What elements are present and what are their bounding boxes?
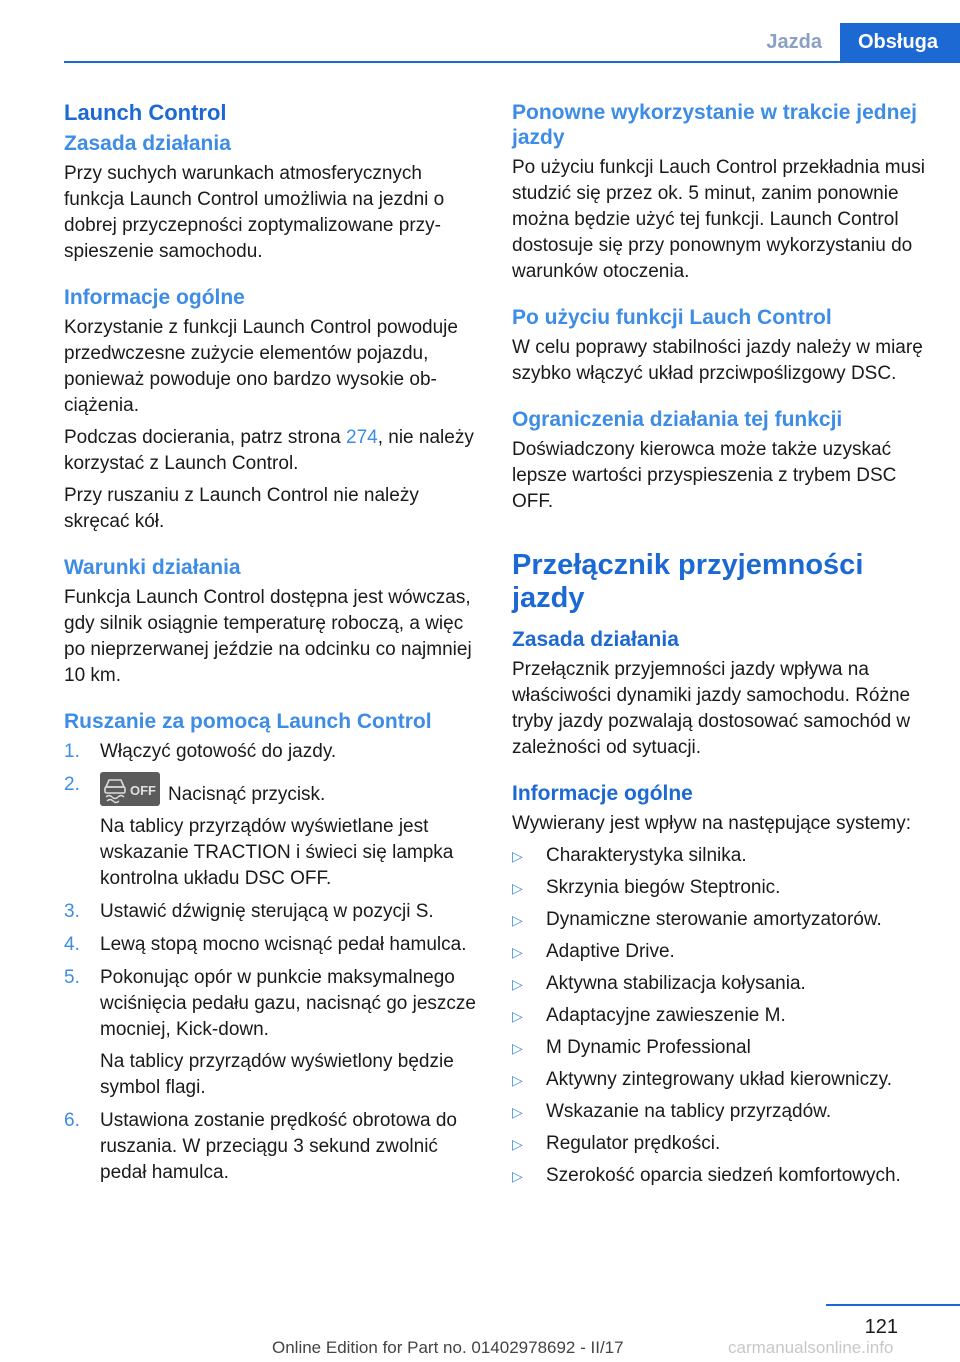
heading-ograniczenia: Ograniczenia działania tej funkcji xyxy=(512,408,843,431)
list-item: 6. Ustawiona zostanie prędkość obrotowa do ruszania. W przeciągu 3 sekund zwolnić pedał hamulca. xyxy=(64,1110,457,1183)
list-item: ▷ Charakterystyka silnika. xyxy=(512,843,932,869)
heading-informacje-ogolne-2: Informacje ogólne xyxy=(512,782,693,805)
bullet-triangle-icon: ▷ xyxy=(512,1168,523,1184)
heading-informacje-ogolne: Informacje ogólne xyxy=(64,286,245,309)
watermark: carmanualsonline.info xyxy=(728,1338,894,1357)
paragraph-informacje-1: Korzystanie z funkcji Launch Control powoduje przedwczesne zużycie elementów pojazdu, ponieważ powoduje ono bardzo wysokie obciążenia. xyxy=(64,317,458,416)
tab-obsluga[interactable]: Obsługa xyxy=(840,23,960,61)
bullet-triangle-icon: ▷ xyxy=(512,944,523,960)
heading-zasada-dzialania: Zasada działania xyxy=(64,132,231,155)
paragraph-ponowne: Po użyciu funkcji Lauch Control przekładnia musi studzić się przez ok. 5 minut, zanim ponownie można będzie użyć tej funkcji. Launch Control dostosuje się przy ponownym wykorzystaniu do warunków otoczenia. xyxy=(512,157,925,282)
paragraph-informacje-3: Przy ruszaniu z Launch Control nie należy skręcać kół. xyxy=(64,485,419,532)
heading-po-uzyciu: Po użyciu funkcji Lauch Control xyxy=(512,306,832,329)
list-item: ▷ Aktywny zintegrowany układ kierowniczy. xyxy=(512,1067,932,1093)
bullet-triangle-icon: ▷ xyxy=(512,1008,523,1024)
left-column xyxy=(64,100,482,1193)
list-item: ▷ Aktywna stabilizacja kołysania. xyxy=(512,971,932,997)
steps-list xyxy=(64,739,482,1186)
list-item: 4. Lewą stopą mocno wcisnąć pedał hamulca. xyxy=(64,934,467,955)
bullet-triangle-icon: ▷ xyxy=(512,848,523,864)
paragraph-ograniczenia: Doświadczony kierowca może także uzyskać lepsze wartości przyspieszenia z trybem DSC OFF. xyxy=(512,439,897,512)
page-number: 121 xyxy=(864,1316,898,1338)
bullet-triangle-icon: ▷ xyxy=(512,1072,523,1088)
paragraph-informacje-2: Podczas docierania, patrz strona 274, nie należy korzystać z Launch Control. xyxy=(64,427,474,474)
header-rule xyxy=(64,61,960,63)
list-item: ▷ M Dynamic Professional xyxy=(512,1035,932,1061)
list-item: ▷ Wskazanie na tablicy przyrządów. xyxy=(512,1099,932,1125)
svg-text:OFF: OFF xyxy=(130,783,156,798)
bullet-triangle-icon: ▷ xyxy=(512,1136,523,1152)
launch-control-title: Launch Control xyxy=(64,100,227,125)
bullet-triangle-icon: ▷ xyxy=(512,880,523,896)
bullet-triangle-icon: ▷ xyxy=(512,1040,523,1056)
list-item: 2. OFF Nacisnąć przycisk. Na tablicy przyrządów wyświetlane jest wskazanie TRACTION i świeci się lampka kontrolna układu DSC OFF. xyxy=(64,774,454,889)
paragraph-zasada: Przy suchych warunkach atmosferycznych funkcja Launch Control umożliwia na jezdni o dobrej przyczepności zoptymalizowane przyspieszenie samochodu. xyxy=(64,163,445,262)
page-link-274[interactable]: 274 xyxy=(346,427,378,448)
header-tabs xyxy=(748,23,960,61)
footer-rule xyxy=(826,1304,960,1306)
list-item: ▷ Regulator prędkości. xyxy=(512,1131,932,1157)
heading-ponowne-wykorzystanie: Ponowne wykorzystanie w trakcie jednej jazdy xyxy=(512,101,917,149)
list-item: ▷ Adaptacyjne zawieszenie M. xyxy=(512,1003,932,1029)
heading-zasada-dzialania-2: Zasada działania xyxy=(512,628,679,651)
heading-warunki-dzialania: Warunki działania xyxy=(64,556,241,579)
section-title-przelacznik: Przełącznik przyjemności jazdy xyxy=(512,549,864,614)
heading-ruszanie: Ruszanie za pomocą Launch Control xyxy=(64,710,432,733)
list-item: ▷ Skrzynia biegów Steptronic. xyxy=(512,875,932,901)
paragraph-po-uzyciu: W celu poprawy stabilności jazdy należy w miarę szybko włączyć układ przciwpoślizgowy DSC. xyxy=(512,337,923,384)
list-item: 5. Pokonując opór w punkcie maksymalnego wciśnięcia pedału gazu, nacisnąć go jeszcze mocniej, Kick-down. Na tablicy przyrządów wyświetlony będzie symbol flagi. xyxy=(64,967,476,1098)
list-item: ▷ Adaptive Drive. xyxy=(512,939,932,965)
list-item: 3. Ustawić dźwignię sterującą w pozycji S. xyxy=(64,901,434,922)
paragraph-informacje-2-right: Wywierany jest wpływ na następujące systemy: xyxy=(512,813,911,834)
tab-jazda[interactable]: Jazda xyxy=(766,30,822,53)
right-column xyxy=(512,100,932,1195)
bullet-triangle-icon: ▷ xyxy=(512,912,523,928)
bullet-triangle-icon: ▷ xyxy=(512,976,523,992)
systems-list xyxy=(512,843,932,1189)
list-item: ▷ Dynamiczne sterowanie amortyzatorów. xyxy=(512,907,932,933)
paragraph-warunki: Funkcja Launch Control dostępna jest wówczas, gdy silnik osiągnie temperaturę roboczą, a więc po nieprzerwanej jeździe na odcinku co najmniej 10 km. xyxy=(64,587,472,686)
dsc-off-icon xyxy=(100,772,160,806)
list-item: 1. Włączyć gotowość do jazdy. xyxy=(64,741,337,762)
bullet-triangle-icon: ▷ xyxy=(512,1104,523,1120)
footer-edition: Online Edition for Part no. 01402978692 - II/17 xyxy=(272,1338,624,1357)
list-item: ▷ Szerokość oparcia siedzeń komfortowych. xyxy=(512,1163,932,1189)
paragraph-zasada-2: Przełącznik przyjemności jazdy wpływa na właściwości dynamiki jazdy samochodu. Różne tryby jazdy pozwalają dostosować samochód w zależności od sytuacji. xyxy=(512,659,911,758)
